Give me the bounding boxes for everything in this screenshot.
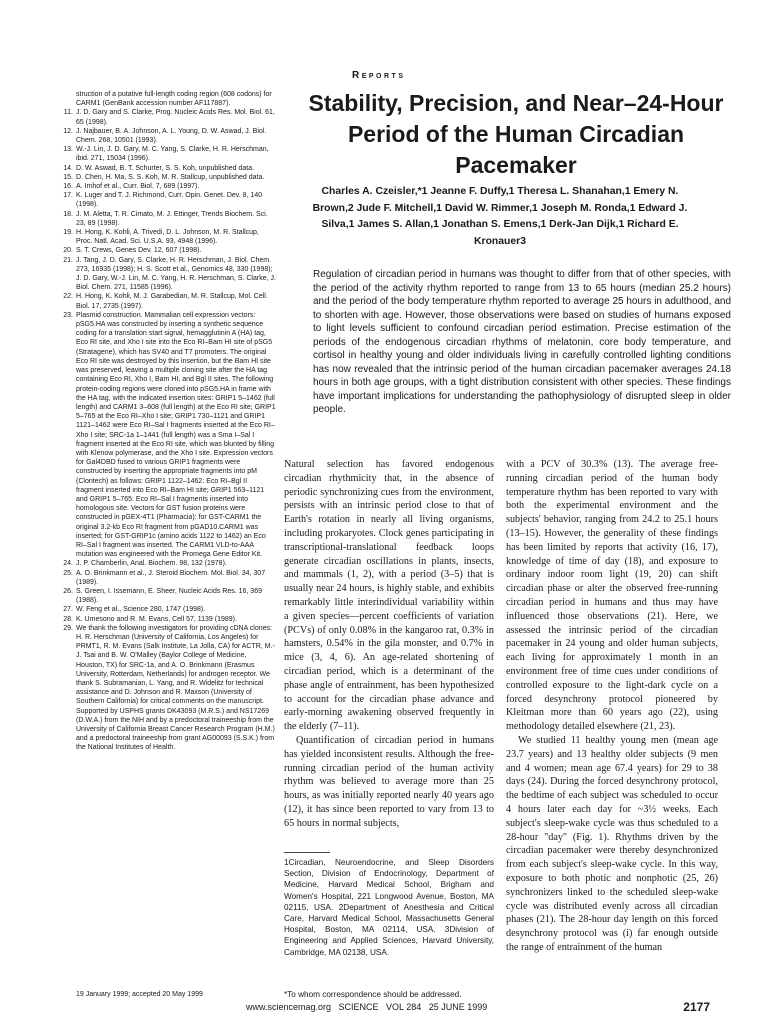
journal-info: www.sciencemag.org SCIENCE VOL 284 25 JUNE 1999 <box>246 1002 488 1012</box>
reference-number: 23. <box>63 311 73 319</box>
reference-text: W.-J. Lin, J. D. Gary, M. C. Yang, S. Clarke, H. R. Herschman, ibid. 271, 15034 (1996). <box>76 146 269 163</box>
reference-text: J. Tang, J. D. Gary, S. Clarke, H. R. Herschman, J. Biol. Chem. 273, 16935 (1998); H. S. Scott et al., Genomics 48, 330 (1998); J. D. Gary, W.-J. Lin, M. C. Yang, H. R. Herschman, S. Clarke, J. Biol. Chem. 271, 11585 (1996). <box>76 256 276 292</box>
reference-number: 16. <box>63 183 73 191</box>
paragraph: We studied 11 healthy young men (mean age 23.7 years) and 13 healthy older subjects (9 men and 4 women; mean age 67.4 years) for 29 to 38 days (24). During the forced desynchrony protocol, the bedtime of each subject was scheduled to occur 4 hours later each day for ~3½ weeks. Each subject's sleep-wake cycle was thus scheduled to a 28-hour "day" (Fig. 1). Rhythms driven by the circadian pacemaker were thereby desynchronized from each subject's sleep-wake cycle. In this way, exposure to both photic and nonphotic (25, 26) synchronizers linked to the scheduled sleep-wake cycle was distributed evenly across all circadian phases (21). The 28-hour day length on this forced desynchrony protocol was (i) far enough outside the range of entrainment of the human <box>506 734 718 953</box>
reference-text: K. Luger and T. J. Richmond, Curr. Opin. Genet. Dev. 8, 140 (1998). <box>76 192 263 209</box>
reference-number: 29. <box>63 624 73 632</box>
reference-number: 24. <box>63 560 73 568</box>
paragraph: Quantification of circadian period in humans has yielded inconsistent results. Although the free-running circadian period of the human activity rhythm was believed to average more than 25 hours, as was initially reported nearly 40 years ago (12), it has since been reported to vary from 13 to 65 hours in normal subjects, <box>284 734 494 829</box>
section-kicker: Reports <box>352 70 406 81</box>
reference-number: 22. <box>63 293 73 301</box>
reference-item <box>60 182 276 191</box>
abstract: Regulation of circadian period in humans was thought to differ from that of other species, with the period of the activity rhythm reported to range from 13 to 65 hours (median 25.2 hours) and the period of the body temperature rhythm reported to average 25 hours in adulthood, and to shorten with age. However, those observations were based on studies of humans exposed to light levels sufficient to confound circadian period estimation. Precise estimation of the periods of the endogenous circadian rhythms of melatonin, core body temperature, and cortisol in healthy young and older individuals living in carefully controlled lighting conditions has now revealed that the intrinsic period of the human circadian pacemaker averages 24.18 hours in both age groups, with a tight distribution consistent with other species. These findings have important implications for understanding the pathophysiology of disrupted sleep in older people. <box>313 269 731 415</box>
reference-text: W. Feng et al., Science 280, 1747 (1998). <box>76 606 206 614</box>
references-list <box>60 90 276 753</box>
reference-number: 11. <box>63 109 73 117</box>
affiliations <box>284 852 494 958</box>
reference-number: 18. <box>63 210 73 218</box>
reference-item <box>60 108 276 126</box>
reference-number: 12. <box>63 127 73 135</box>
reference-item <box>60 191 276 209</box>
reference-number: 25. <box>63 569 73 577</box>
reference-number: 15. <box>63 173 73 181</box>
reference-text: S. T. Crews, Genes Dev. 12, 607 (1998). <box>76 247 202 255</box>
reference-item <box>60 173 276 182</box>
paragraph: with a PCV of 30.3% (13). The average free-running circadian period of the human body temperature rhythm has been reported to vary with both the experimental environment and the subjects' behavior, ranging from 24.2 to 25.1 hours (13–15). However, the generality of these findings has been limited by reports that activity (16, 17), knowledge of time of day (18), and exposure to ordinary indoor room light (19, 20) can shift circadian phase or alter the observed free-running circadian period in humans and thus may have influenced those observations (21). Here, we assessed the intrinsic period of the circadian pacemaker in 24 young and older human subjects, each living for approximately 1 month in an environment free of time cues under conditions of controlled exposure to the light-dark cycle on a forced desynchrony protocol pioneered by Kleitman more than 60 years ago (22), using methodology detailed elsewhere (21, 23). <box>506 459 718 733</box>
reference-item <box>60 624 276 753</box>
reference-text: D. Chen, H. Ma, S. S. Koh, M. R. Stallcup, unpublished data. <box>76 173 265 181</box>
reference-item <box>60 90 276 108</box>
reference-text: J. M. Aletta, T. R. Cimato, M. J. Ettinger, Trends Biochem. Sci. 23, 89 (1998). <box>76 210 268 227</box>
reference-text: Plasmid construction. Mammalian cell expression vectors: pSG5.HA was constructed by inserting a synthetic sequence coding for a translation start signal, hemagglutinin A (HA) tag, Eco RI site, and Xho I site into the Eco RI–Bam HI site of pSG5 (Stratagene), which has SV40 and T7 promoters. The original Eco RI site was destroyed by this insertion, but the Bam HI site was preserved, leaving a multiple cloning site after the HA tag containing Eco RI, Xho I, Bam HI, and Bgl II sites. The following protein-coding regions were cloned into pSG5.HA in frame with the HA tag, with the indicated insertion sites: GRIP1 5–1462 (full length) and CARM1 3–608 (full length) at the Eco RI site; GRIP1 5–765 at the Eco RI–Xho I site; GRIP1 730–1121 and GRIP1 1121–1462 were Eco RI–Sal I fragments inserted at the Eco RI–Xho I site; SRC-1a 1–1441 (full length) was a Sma I–Sal I fragment inserted at the Eco RI site, which was blunted by filling with Klenow polymerase, and the Xho I site. Expression vectors for Gal4DBD fused to various GRIP1 fragments were constructed by inserting the appropriate fragments into pM (Clontech) as follows: GRIP1 1122–1462: Eco RI–Bgl II fragment inserted into Eco RI–Bam HI site; GRIP1 563–1121 and GRIP1 5–765: Eco RI–Sal I fragments inserted into homologous site. Vectors for GST fusion proteins were constructed in pGEX-4T1 (Pharmacia): for GST-CARM1 the original 3.2-kb Eco RI fragment from pGAD10.CARM1 was inserted; for GST-GRIP1c (amino acids 1122 to 1462) an Eco RI–Sal I fragment was inserted. The CARM1 VLD-to-AAA mutation was engineered with the Promega Gene Editor Kit. <box>76 311 276 559</box>
reference-item <box>60 127 276 145</box>
reference-number: 14. <box>63 164 73 172</box>
author-list: Charles A. Czeisler,*1 Jeanne F. Duffy,1 Theresa L. Shanahan,1 Emery N. Brown,2 Jude F. Mitchell,1 David W. Rimmer,1 Joseph M. Ronda,1 Edward J. Silva,1 James S. Allan,1 Jonathan S. Emens,1 Derk-Jan Dijk,1 Richard E. Kronauer3 <box>312 186 688 247</box>
page-number: 2177 <box>683 1000 710 1014</box>
reference-text: J. D. Gary and S. Clarke, Prog. Nucleic Acids Res. Mol. Biol. 61, 65 (1998). <box>76 109 275 126</box>
paragraph: Natural selection has favored endogenous circadian rhythmicity that, in the absence of periodic synchronizing cues from the environment, persists with an intrinsic period close to that of Earth's rotation in nearly all living organisms, including prokaryotes. Clock genes participating in transcriptional-translational feedback loops generate circadian oscillations in plants, insects, and mammals (1, 2), with a period (3–5) that is usually near 24 hours, is highly stable, and exhibits remarkably little interindividual variability within a given species—percent coefficients of variation (PCVs) of only 0.08% in the kangaroo rat, 0.3% in hamsters, 0.54% in the gila monster, and 0.7% in mice (3, 4, 6). An age-related shortening of circadian period, which is a determinant of the phase angle of entrainment, has been hypothesized to account for the circadian phase advance and early-morning awakening observed frequently in the elderly (7–11). <box>284 459 494 733</box>
reference-text: K. Umesono and R. M. Evans, Cell 57, 1139 (1989). <box>76 615 237 623</box>
reference-item <box>60 292 276 310</box>
reference-text: J. P. Chamberlin, Anal. Biochem. 98, 132 (1978). <box>76 560 227 568</box>
reference-number: 28. <box>63 615 73 623</box>
reference-number: 13. <box>63 146 73 154</box>
reference-number: 19. <box>63 229 73 237</box>
reference-number: 17. <box>63 192 73 200</box>
reference-item <box>60 256 276 293</box>
reference-item <box>60 587 276 605</box>
reference-item <box>60 569 276 587</box>
body-column-2 <box>506 458 718 955</box>
reference-number: 21. <box>63 256 73 264</box>
correspondence-note: *To whom correspondence should be addressed. <box>284 990 462 999</box>
reference-text: A. Imhof et al., Curr. Biol. 7, 689 (1997). <box>76 183 200 191</box>
body-column-1 <box>284 458 494 831</box>
divider <box>284 852 330 853</box>
reference-item <box>60 164 276 173</box>
page-footer <box>0 1002 768 1016</box>
reference-text: H. Hong, K. Kohli, A. Trivedi, D. L. Johnson, M. R. Stallcup, Proc. Natl. Acad. Sci. U.S.A. 93, 4948 (1996). <box>76 229 259 246</box>
reference-text: D. W. Aswad, B. T. Schurter, S. S. Koh, unpublished data. <box>76 164 255 172</box>
reference-text: S. Green, I. Issemann, E. Sheer, Nucleic Acids Res. 16, 369 (1988). <box>76 587 262 605</box>
reference-text: A. O. Brinkmann et al., J. Steroid Biochem. Mol. Biol. 34, 307 (1989). <box>76 569 266 586</box>
reference-item <box>60 311 276 559</box>
reference-number: 27. <box>63 606 73 614</box>
article-title: Stability, Precision, and Near–24-Hour Period of the Human Circadian Pacemaker <box>308 90 724 178</box>
reference-text: J. Najbauer, B. A. Johnson, A. L. Young, D. W. Aswad, J. Biol. Chem. 268, 10501 (1993). <box>76 127 267 145</box>
reference-item <box>60 210 276 228</box>
reference-item <box>60 145 276 163</box>
reference-item <box>60 246 276 255</box>
reference-item <box>60 559 276 568</box>
reference-number: 26. <box>63 587 73 595</box>
reference-item <box>60 615 276 624</box>
reference-text: struction of a putative full-length coding region (608 codons) for CARM1 (GenBank accession number AF117887). <box>76 91 272 108</box>
reference-number: 20. <box>63 247 73 255</box>
received-date: 19 January 1999; accepted 20 May 1999 <box>76 991 203 998</box>
reference-item <box>60 605 276 614</box>
reference-item <box>60 228 276 246</box>
reference-text: H. Hong, K. Kohli, M. J. Garabedian, M. R. Stallcup, Mol. Cell. Biol. 17, 2735 (1997). <box>76 293 268 310</box>
reference-text: We thank the following investigators for providing cDNA clones: H. R. Herschman (University of California, Los Angeles) for PRMT1, R. M. Evans (Salk Institute, La Jolla, CA) for ACTR, M.-J. Tsai and B. W. O'Malley (Baylor College of Medicine, Houston, TX) for SRC-1a, and A. O. Brinkmann (Erasmus University, Rotterdam, Netherlands) for androgen receptor. We thank S. Subramanian, L. Yang, and R. Widelitz for technical assistance and D. Johnson and R. Maxson (University of Southern California) for critical comments on the manuscript. Supported by USPHS grants DK43093 (M.R.S.) and NS17269 (D.W.A.) from the NIH and by a predoctoral traineeship from the University of California Breast Cancer Research Program (H.M.) and a predoctoral traineeship from grant AG00093 (S.S.K.) from the National Institutes of Health. <box>76 624 275 752</box>
affiliations-text: 1Circadian, Neuroendocrine, and Sleep Disorders Section, Division of Endocrinology, Department of Medicine, Harvard Medical School, Brigham and Women's Hospital, 221 Longwood Avenue, Boston, MA 02115, USA. 2Department of Anesthesia and Critical Care, Harvard Medical School, Massachusetts General Hospital, Boston, MA 02114, USA. 3Division of Engineering and Applied Sciences, Harvard University, Cambridge, MA 02138, USA. <box>284 858 494 957</box>
